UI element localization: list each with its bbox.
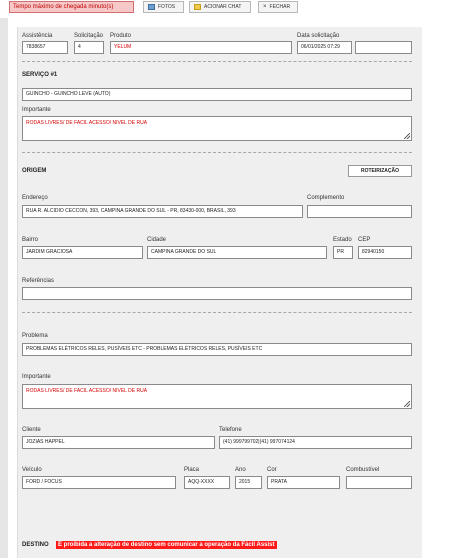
acionar-chat-button[interactable] (189, 1, 251, 13)
divider (22, 312, 412, 313)
importante-text: RODAS LIVRES/ DE FACIL ACESSO/ NIVEL DE RUA (26, 120, 148, 126)
origem-title: ORIGEM (22, 168, 47, 174)
produto-field[interactable]: YELUM (110, 41, 292, 54)
data-solicitacao-field[interactable]: 06/01/2025 07:29 (297, 41, 352, 54)
cor-field[interactable]: PRATA (267, 476, 340, 489)
placa-label: Placa (184, 467, 200, 473)
complemento-label: Complemento (307, 195, 345, 201)
importante-textarea-2[interactable] (22, 384, 412, 409)
problema-field[interactable]: PROBLEMAS ELÉTRICOS RELES, PUSÍVEIS ETC - PROBLEMAS ELÉTRICOS RELES, PUSÍVEIS ETC (22, 343, 412, 356)
importante-label: Importante (22, 107, 51, 113)
left-gutter (0, 0, 8, 558)
estado-label: Estado (333, 237, 352, 243)
combustivel-label: Combustível (346, 467, 380, 473)
veiculo-field[interactable]: FORD / FOCUS (22, 476, 176, 489)
fechar-button[interactable] (258, 1, 298, 13)
roteirizacao-button[interactable]: ROTEIRIZAÇÃO (348, 165, 412, 177)
cliente-field[interactable]: JOZIAS HAPPEL (22, 436, 215, 449)
complemento-field[interactable] (307, 205, 412, 218)
placa-field[interactable]: AQQ-XXXX (184, 476, 230, 489)
close-icon: × (263, 4, 267, 10)
servico-title: SERVIÇO #1 (22, 72, 58, 78)
destino-warning-badge: É proibida a alteração de destino sem comunicar a operação da Fácil Assist (58, 542, 275, 548)
assistencia-field[interactable]: 7838657 (22, 41, 68, 54)
cor-label: Cor (267, 467, 277, 473)
telefone-label: Telefone (219, 427, 242, 433)
fechar-label: FECHAR (269, 4, 291, 10)
bairro-field[interactable]: JARDIM GRACIOSA (22, 246, 143, 259)
hora-field[interactable] (355, 41, 412, 54)
chat-label: ACIONAR CHAT (204, 4, 242, 10)
chat-icon (194, 4, 201, 10)
telefone-field[interactable]: (41) 999799702|(41) 997074124 (219, 436, 412, 449)
problema-label: Problema (22, 333, 48, 339)
bairro-label: Bairro (22, 237, 39, 243)
fotos-label: FOTOS (158, 4, 176, 10)
produto-label: Produto (110, 33, 132, 39)
referencias-label: Referências (22, 278, 55, 284)
solicitacao-label: Solicitação (74, 33, 104, 39)
cep-label: CEP (358, 237, 371, 243)
cidade-label: Cidade (147, 237, 167, 243)
destino-title: DESTINO (22, 542, 49, 548)
fotos-button[interactable] (143, 1, 184, 13)
divider (22, 61, 412, 62)
importante-label-2: Importante (22, 374, 51, 380)
importante-textarea[interactable] (22, 116, 412, 141)
photo-icon (148, 4, 155, 10)
solicitacao-field[interactable]: 4 (74, 41, 104, 54)
arrival-time-alert-button[interactable]: Tempo máximo de chegada minuto(s) (9, 1, 134, 13)
importante-text-2: RODAS LIVRES/ DE FACIL ACESSO/ NIVEL DE RUA (26, 388, 148, 394)
cep-field[interactable]: 82940150 (358, 246, 412, 259)
endereco-label: Endereço (22, 195, 48, 201)
veiculo-label: Veículo (22, 467, 42, 473)
assistencia-label: Assistência (22, 33, 53, 39)
servico-tipo-field[interactable]: GUINCHO - GUINCHO LEVE (AUTO) (22, 88, 412, 101)
referencias-field[interactable] (22, 287, 412, 300)
endereco-field[interactable]: RUA R. ALCIDIO CECCON, 393, CAMPINA GRANDE DO SUL - PR, 83430-000, BRASIL, 393 (22, 205, 303, 218)
data-solicitacao-label: Data solicitação (297, 33, 340, 39)
estado-field[interactable]: PR (333, 246, 353, 259)
ano-field[interactable]: 2015 (235, 476, 262, 489)
divider (22, 152, 412, 153)
cidade-field[interactable]: CAMPINA GRANDE DO SUL (147, 246, 327, 259)
cliente-label: Cliente (22, 427, 41, 433)
resize-grip-icon[interactable] (404, 133, 410, 139)
ano-label: Ano (235, 467, 246, 473)
resize-grip-icon[interactable] (404, 401, 410, 407)
combustivel-field[interactable] (346, 476, 412, 489)
